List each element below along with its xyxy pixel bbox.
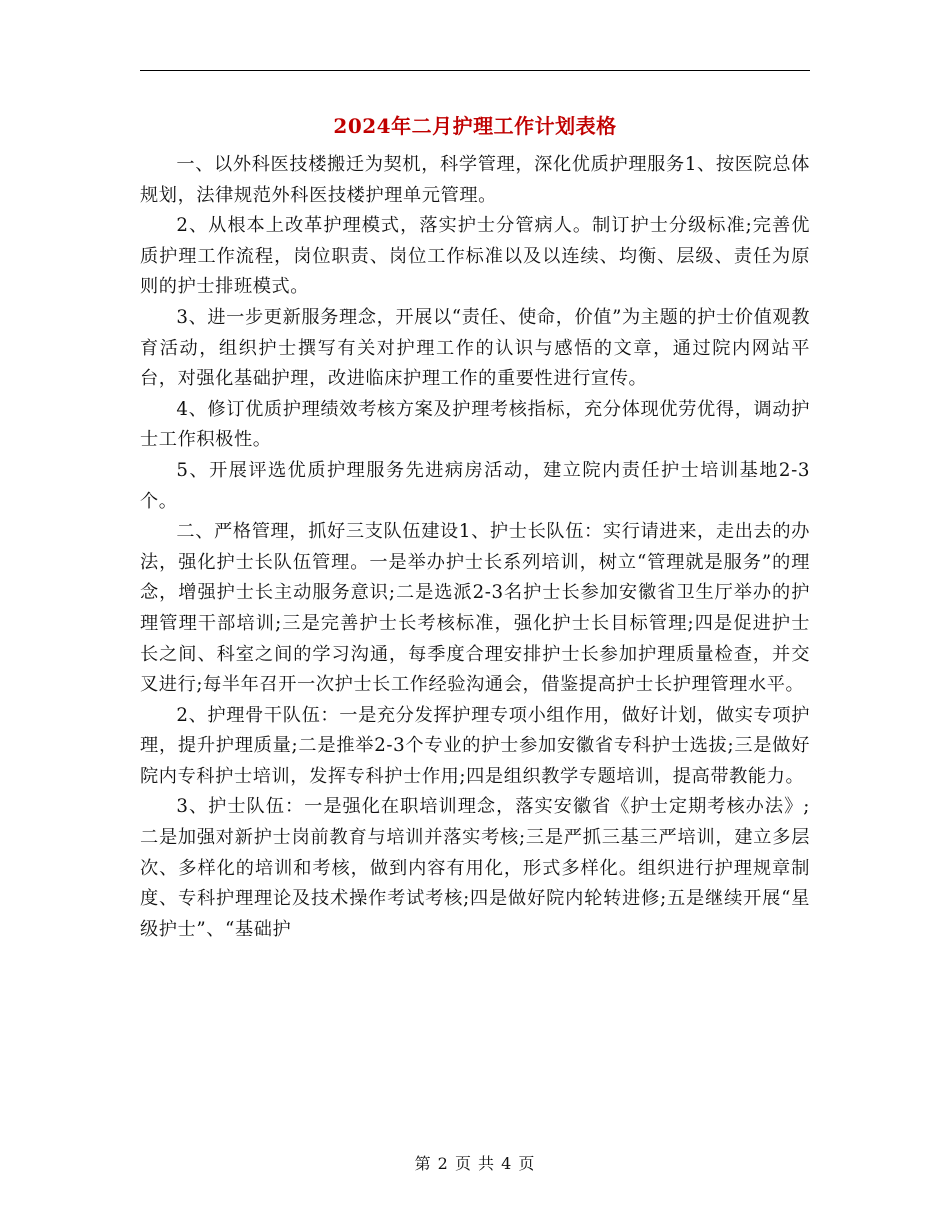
document-body bbox=[140, 150, 810, 945]
paragraph-6: 二、严格管理，抓好三支队伍建设1、护士长队伍：实行请进来，走出去的办法，强化护士长队伍管理。一是举办护士长系列培训，树立“管理就是服务”的理念，增强护士长主动服务意识;二是选派2-3名护士长参加安徽省卫生厅举办的护理管理干部培训;三是完善护士长考核标准，强化护士长目标管理;四是促进护士长之间、科室之间的学习沟通，每季度合理安排护士长参加护理质量检查，并交叉进行;每半年召开一次护士长工作经验沟通会，借鉴提高护士长护理管理水平。 bbox=[140, 521, 810, 696]
paragraph-5: 5、开展评选优质护理服务先进病房活动，建立院内责任护士培训基地2-3个。 bbox=[140, 459, 810, 512]
page-number-label: 第 2 页 共 4 页 bbox=[414, 1154, 536, 1173]
paragraph-4: 4、修订优质护理绩效考核方案及护理考核指标，充分体现优劳优得，调动护士工作积极性。 bbox=[140, 398, 810, 451]
paragraph-8: 3、护士队伍：一是强化在职培训理念，落实安徽省《护士定期考核办法》;二是加强对新护士岗前教育与培训并落实考核;三是严抓三基三严培训，建立多层次、多样化的培训和考核，做到内容有用化，形式多样化。组织进行护理规章制度、专科护理理论及技术操作考试考核;四是做好院内轮转进修;五是继续开展“星级护士”、“基础护 bbox=[140, 796, 810, 940]
paragraph-3: 3、进一步更新服务理念，开展以“责任、使命，价值”为主题的护士价值观教育活动，组织护士撰写有关对护理工作的认识与感悟的文章，通过院内网站平台，对强化基础护理，改进临床护理工作的重要性进行宣传。 bbox=[140, 306, 810, 390]
page-footer bbox=[0, 1152, 950, 1176]
paragraph-1: 一、以外科医技楼搬迁为契机，科学管理，深化优质护理服务1、按医院总体规划，法律规范外科医技楼护理单元管理。 bbox=[140, 154, 810, 206]
document-title: 2024年二月护理工作计划表格 bbox=[333, 114, 617, 138]
header-rule bbox=[140, 70, 810, 71]
paragraph-7: 2、护理骨干队伍：一是充分发挥护理专项小组作用，做好计划，做实专项护理，提升护理质量;二是推举2-3个专业的护士参加安徽省专科护士选拔;三是做好院内专科护士培训，发挥专科护士作用;四是组织教学专题培训，提高带教能力。 bbox=[140, 704, 810, 787]
paragraph-2: 2、从根本上改革护理模式，落实护士分管病人。制订护士分级标准;完善优质护理工作流程，岗位职责、岗位工作标准以及以连续、均衡、层级、责任为原则的护士排班模式。 bbox=[140, 215, 810, 298]
